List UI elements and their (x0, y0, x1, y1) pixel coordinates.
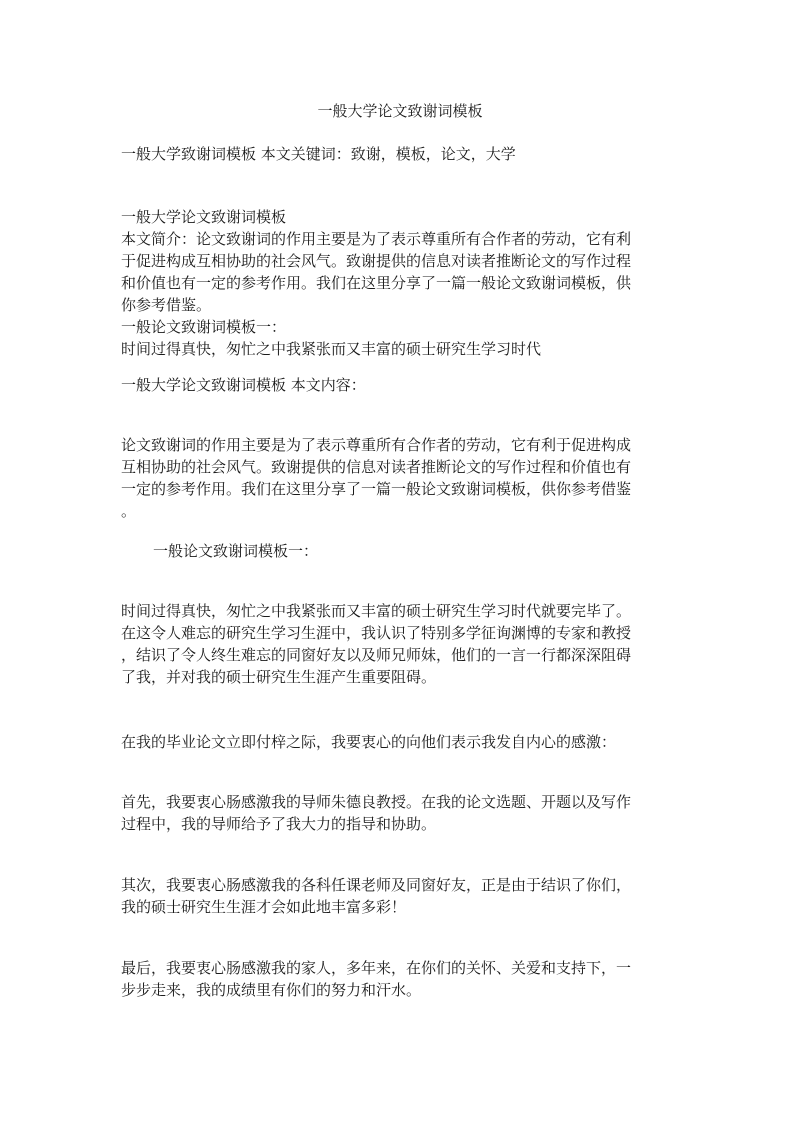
paragraph-line: 时间过得真快，匆忙之中我紧张而又丰富的硕士研究生学习时代就要完毕了。 (121, 602, 632, 620)
template-heading: 一般论文致谢词模板一： (153, 542, 319, 560)
paragraph-line: 我的硕士研究生生涯才会如此地丰富多彩！ (121, 898, 407, 916)
intro-line: 时间过得真快，匆忙之中我紧张而又丰富的硕士研究生学习时代 (121, 340, 542, 358)
paragraph-line: 过程中，我的导师给予了我大力的指导和协助。 (121, 815, 437, 833)
intro-heading: 一般大学论文致谢词模板 (121, 208, 287, 226)
content-heading: 一般大学论文致谢词模板 本文内容： (121, 376, 366, 394)
paragraph-3: 在我的毕业论文立即付梓之际，我要衷心的向他们表示我发自内心的感激： (121, 733, 617, 751)
paragraph-5 (121, 874, 677, 918)
paragraph-4 (121, 791, 677, 835)
paragraph-line: 互相协助的社会风气。致谢提供的信息对读者推断论文的写作过程和价值也有 (121, 458, 632, 476)
paragraph-line: 了我，并对我的硕士研究生生涯产生重要阻碍。 (121, 668, 437, 686)
paragraph-line: 一定的参考作用。我们在这里分享了一篇一般论文致谢词模板，供你参考借鉴 (121, 480, 632, 498)
paragraph-line: 论文致谢词的作用主要是为了表示尊重所有合作者的劳动，它有利于促进构成 (121, 436, 632, 454)
paragraph-line: 。 (121, 502, 137, 520)
intro-line (121, 294, 677, 338)
paragraph-6 (121, 957, 677, 1001)
document-title: 一般大学论文致谢词模板 (317, 102, 483, 120)
paragraph-1 (121, 434, 677, 522)
paragraph-line: 最后，我要衷心肠感激我的家人，多年来，在你们的关怀、关爱和支持下，一 (121, 959, 632, 977)
paragraph-line: 首先，我要衷心肠感激我的导师朱德良教授。在我的论文选题、开题以及写作 (121, 793, 632, 811)
paragraph-line: ，结识了令人终生难忘的同窗好友以及师兄师妹，他们的一言一行都深深阻碍 (121, 646, 632, 664)
intro-line4-a: 你参考借鉴。 (121, 296, 212, 314)
paragraph-line: 步步走来，我的成绩里有你们的努力和汗水。 (121, 981, 422, 999)
paragraph-line: 其次，我要衷心肠感激我的各科任课老师及同窗好友，正是由于结识了你们， (121, 876, 632, 894)
intro-section (121, 206, 677, 360)
intro-line: 本文简介：论文致谢词的作用主要是为了表示尊重所有合作者的劳动，它有利 (121, 230, 632, 248)
intro-line: 于促进构成互相协助的社会风气。致谢提供的信息对读者推断论文的写作过程 (121, 252, 632, 270)
intro-line: 和价值也有一定的参考作用。我们在这里分享了一篇一般论文致谢词模板，供 (121, 274, 632, 292)
paragraph-2 (121, 600, 677, 688)
keywords-line: 一般大学致谢词模板 本文关键词：致谢，模板，论文，大学 (121, 145, 516, 163)
paragraph-line: 在这令人难忘的研究生学习生涯中，我认识了特别多学征询渊博的专家和教授 (121, 624, 632, 642)
intro-line4-b: 一般论文致谢词模板一： (121, 318, 287, 336)
